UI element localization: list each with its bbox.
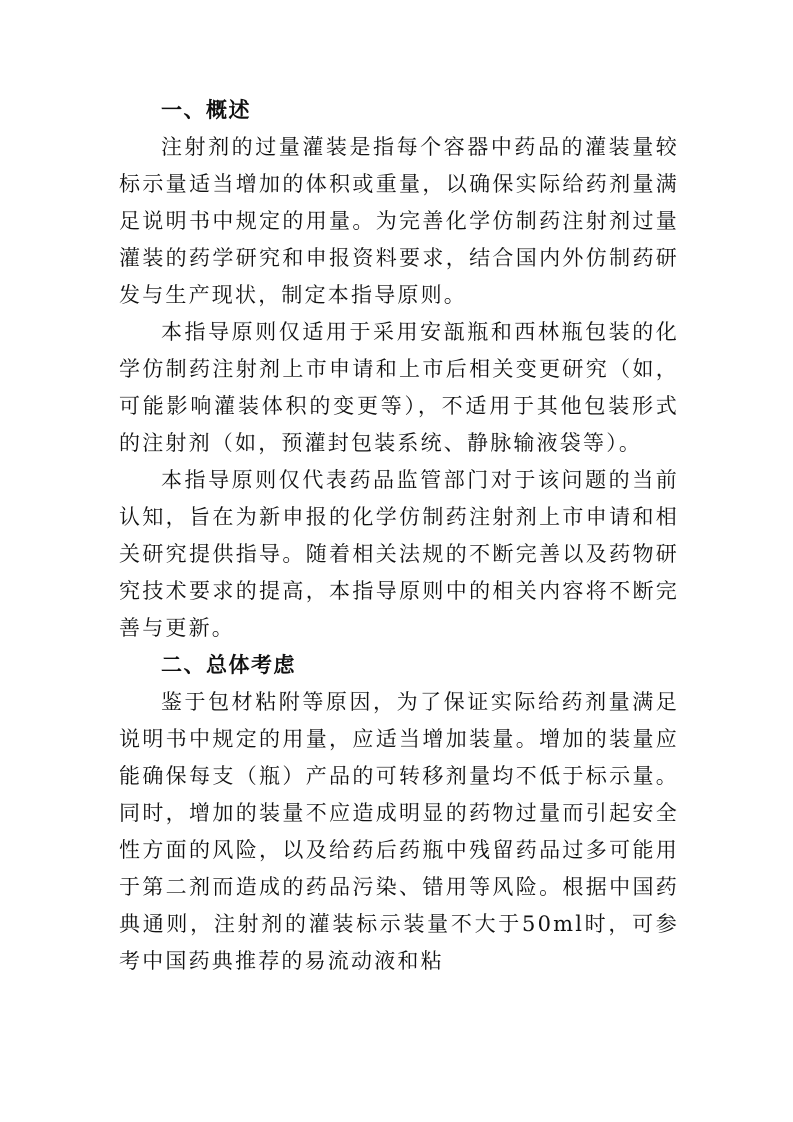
paragraph-overfill-considerations: 鉴于包材粘附等原因，为了保证实际给药剂量满足说明书中规定的用量，应适当增加装量。增加的装量应能确保每支（瓶）产品的可转移剂量均不低于标示量。同时，增加的装量不应造成明显的药物过量而引起安全性方面的风险，以及给药后药瓶中残留药品过多可能用于第二剂而造成的药品污染、错用等风险。根据中国药典通则，注射剂的灌装标示装量不大于50ml时，可参考中国药典推荐的易流动液和粘 xyxy=(119,690,679,973)
section-heading-overview: 一、概述 xyxy=(161,98,251,122)
paragraph-applicability: 本指导原则仅代表药品监管部门对于该问题的当前认知，旨在为新申报的化学仿制药注射剂上市申请和相关研究提供指导。随着相关法规的不断完善以及药物研究技术要求的提高，本指导原则中的相关内容将不断完善与更新。 xyxy=(119,468,679,640)
section-heading-general-considerations: 二、总体考虑 xyxy=(161,653,296,677)
paragraph-scope: 本指导原则仅适用于采用安瓿瓶和西林瓶包装的化学仿制药注射剂上市申请和上市后相关变更研究（如，可能影响灌装体积的变更等），不适用于其他包装形式的注射剂（如，预灌封包装系统、静脉输液袋等）。 xyxy=(119,320,679,455)
document-body xyxy=(119,92,679,980)
paragraph-definition: 注射剂的过量灌装是指每个容器中药品的灌装量较标示量适当增加的体积或重量，以确保实际给药剂量满足说明书中规定的用量。为完善化学仿制药注射剂过量灌装的药学研究和申报资料要求，结合国内外仿制药研发与生产现状，制定本指导原则。 xyxy=(119,135,679,307)
